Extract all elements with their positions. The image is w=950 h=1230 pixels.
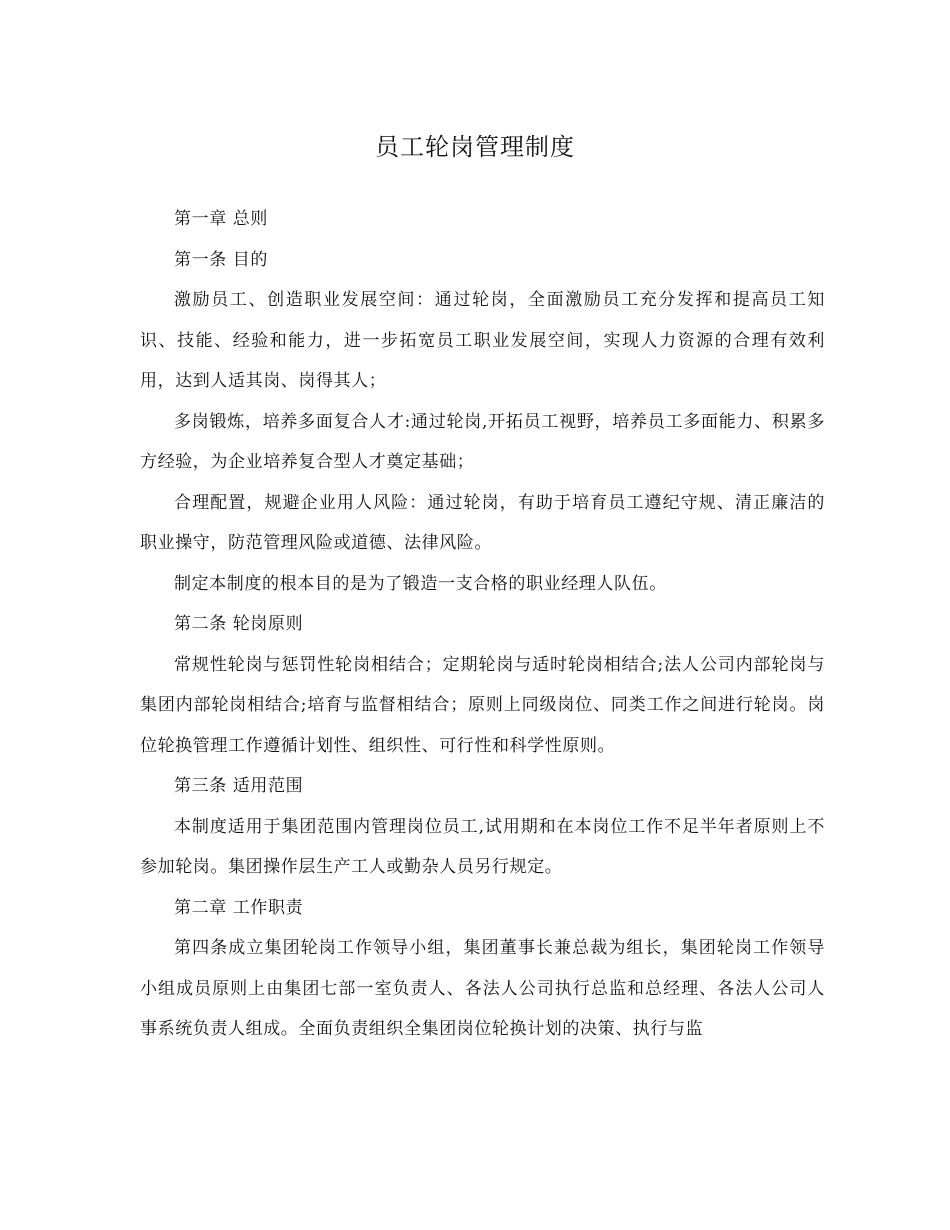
article-heading: 第三条 适用范围 [174,776,304,796]
document-body [140,199,825,1050]
chapter-heading: 第二章 工作职责 [174,897,304,918]
document-title: 员工轮岗管理制度 [375,133,575,161]
article-heading: 第二条 轮岗原则 [174,614,304,634]
body-paragraph: 第四条成立集团轮岗工作领导小组，集团董事长兼总裁为组长，集团轮岗工作领导小组成员原则上由集团七部一室负责人、各法人公司执行总监和总经理、各法人公司人事系统负责人组成。全面负责组织全集团岗位轮换计划的决策、执行与监 [140,938,825,1039]
body-paragraph: 常规性轮岗与惩罚性轮岗相结合；定期轮岗与适时轮岗相结合;法人公司内部轮岗与集团内部轮岗相结合;培育与监督相结合；原则上同级岗位、同类工作之间进行轮岗。岗位轮换管理工作遵循计划性、组织性、可行性和科学性原则。 [140,654,825,756]
chapter-heading: 第一章 总则 [174,209,269,229]
article-heading: 第一条 目的 [174,249,269,270]
body-paragraph: 激励员工、创造职业发展空间：通过轮岗，全面激励员工充分发挥和提高员工知识、技能、经验和能力，进一步拓宽员工职业发展空间，实现人力资源的合理有效利用，达到人适其岗、岗得其人； [140,290,825,391]
body-paragraph: 本制度适用于集团范围内管理岗位员工,试用期和在本岗位工作不足半年者原则上不参加轮岗。集团操作层生产工人或勤杂人员另行规定。 [140,816,825,877]
body-paragraph: 合理配置，规避企业用人风险：通过轮岗，有助于培育员工遵纪守规、清正廉洁的职业操守，防范管理风险或道德、法律风险。 [140,492,825,553]
body-paragraph: 制定本制度的根本目的是为了锻造一支合格的职业经理人队伍。 [174,573,667,594]
body-paragraph: 多岗锻炼，培养多面复合人才:通过轮岗,开拓员工视野，培养员工多面能力、积累多方经验，为企业培养复合型人才奠定基础； [140,411,825,472]
